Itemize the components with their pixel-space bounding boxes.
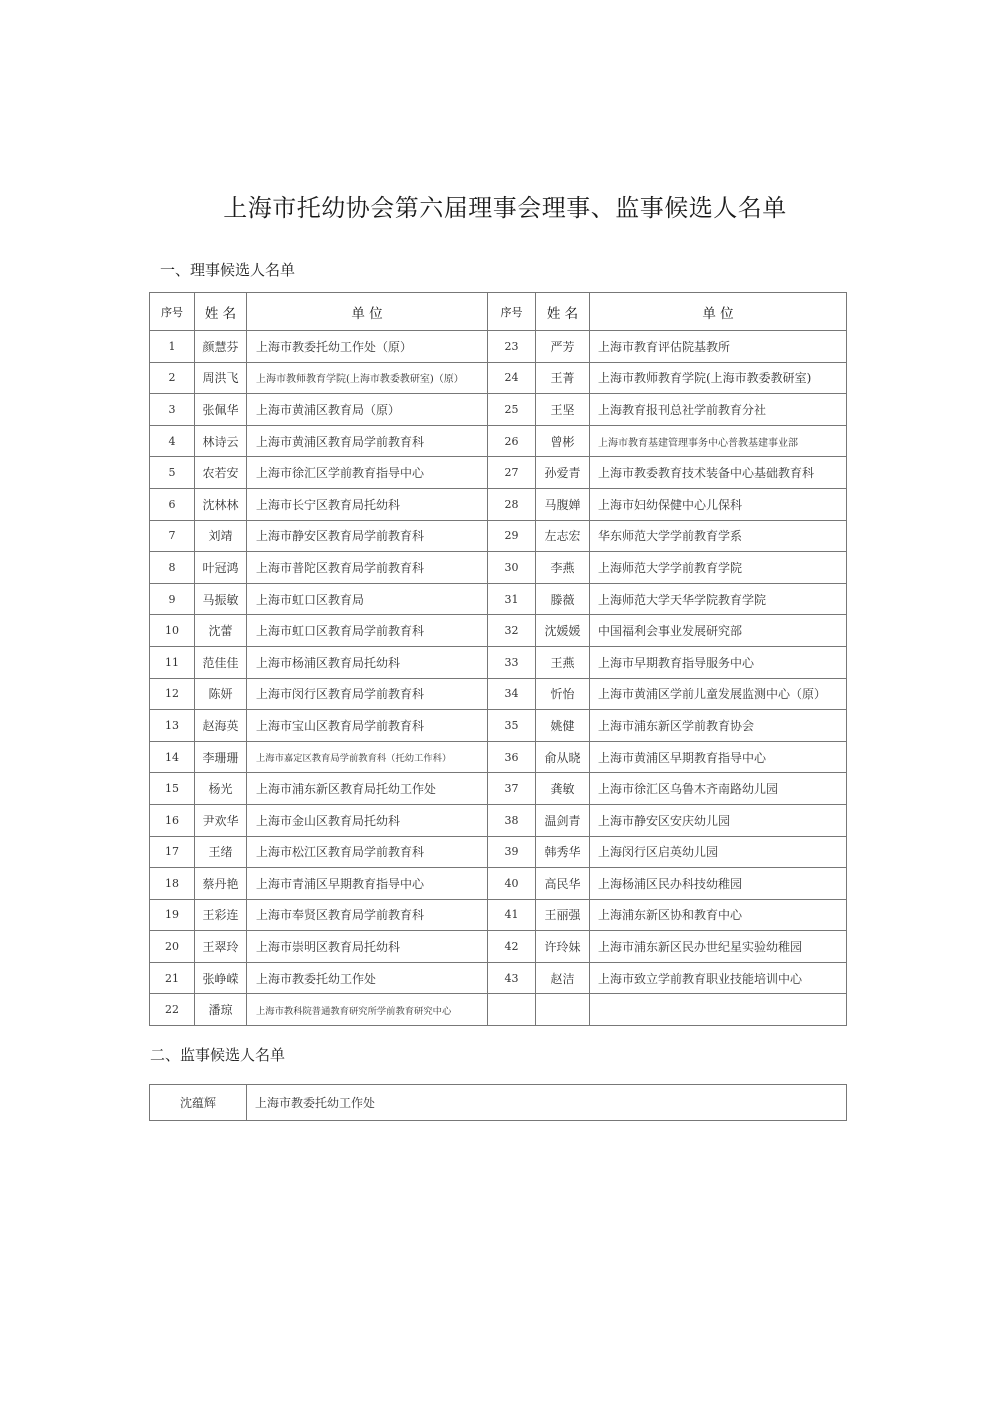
row-no: 38	[488, 804, 536, 836]
row-no: 12	[150, 678, 195, 710]
row-unit: 上海市杨浦区教育局托幼科	[247, 646, 488, 678]
row-name: 王菁	[536, 362, 590, 394]
row-no: 28	[488, 488, 536, 520]
row-no: 35	[488, 710, 536, 742]
row-name: 马腹婵	[536, 488, 590, 520]
row-name: 姚健	[536, 710, 590, 742]
row-name: 严芳	[536, 331, 590, 363]
section-heading-directors: 一、理事候选人名单	[160, 261, 296, 279]
row-unit: 上海市金山区教育局托幼科	[247, 804, 488, 836]
table-row	[150, 710, 847, 742]
row-name: 韩秀华	[536, 836, 590, 868]
row-unit: 中国福利会事业发展研究部	[590, 615, 847, 647]
row-name: 王坚	[536, 394, 590, 426]
table-row	[150, 646, 847, 678]
row-no: 32	[488, 615, 536, 647]
row-no: 25	[488, 394, 536, 426]
row-unit: 上海市教委教育技术装备中心基础教育科	[590, 457, 847, 489]
row-unit: 上海浦东新区协和教育中心	[590, 899, 847, 931]
supervisor-unit: 上海市教委托幼工作处	[247, 1085, 847, 1121]
row-no: 21	[150, 962, 195, 994]
header-name: 姓 名	[536, 293, 590, 331]
row-unit: 上海教育报刊总社学前教育分社	[590, 394, 847, 426]
row-unit: 上海市浦东新区民办世纪星实验幼稚园	[590, 931, 847, 963]
row-name: 刘靖	[195, 520, 247, 552]
row-no: 37	[488, 773, 536, 805]
table-row	[150, 488, 847, 520]
header-no: 序号	[488, 293, 536, 331]
row-unit: 上海师范大学天华学院教育学院	[590, 583, 847, 615]
row-unit: 上海市崇明区教育局托幼科	[247, 931, 488, 963]
row-unit: 上海市青浦区早期教育指导中心	[247, 868, 488, 900]
row-unit: 上海市徐汇区乌鲁木齐南路幼儿园	[590, 773, 847, 805]
row-unit: 上海市浦东新区教育局托幼工作处	[247, 773, 488, 805]
row-name: 林诗云	[195, 425, 247, 457]
row-no: 29	[488, 520, 536, 552]
row-no: 31	[488, 583, 536, 615]
row-no: 13	[150, 710, 195, 742]
row-name: 尹欢华	[195, 804, 247, 836]
row-unit: 上海市普陀区教育局学前教育科	[247, 552, 488, 584]
table-row	[150, 1085, 847, 1121]
row-unit: 上海杨浦区民办科技幼稚园	[590, 868, 847, 900]
row-no: 1	[150, 331, 195, 363]
row-name: 叶冠鸿	[195, 552, 247, 584]
row-unit: 上海市教委托幼工作处（原）	[247, 331, 488, 363]
row-no: 14	[150, 741, 195, 773]
row-no: 7	[150, 520, 195, 552]
row-no: 15	[150, 773, 195, 805]
table-row	[150, 836, 847, 868]
row-name: 王丽强	[536, 899, 590, 931]
row-name: 陈妍	[195, 678, 247, 710]
table-row	[150, 994, 847, 1026]
row-name: 张佩华	[195, 394, 247, 426]
row-no: 24	[488, 362, 536, 394]
row-name: 许玲妹	[536, 931, 590, 963]
row-name: 王燕	[536, 646, 590, 678]
row-unit: 上海市教育基建管理事务中心普教基建事业部	[590, 425, 847, 457]
row-unit: 上海市虹口区教育局学前教育科	[247, 615, 488, 647]
row-name: 孙爱青	[536, 457, 590, 489]
page-title: 上海市托幼协会第六届理事会理事、监事候选人名单	[223, 194, 787, 222]
row-name: 农若安	[195, 457, 247, 489]
row-no: 20	[150, 931, 195, 963]
row-name: 俞从晓	[536, 741, 590, 773]
row-no: 42	[488, 931, 536, 963]
row-name: 蔡丹艳	[195, 868, 247, 900]
row-name: 龚敏	[536, 773, 590, 805]
row-no: 30	[488, 552, 536, 584]
row-no: 6	[150, 488, 195, 520]
supervisors-table	[149, 1084, 847, 1121]
row-unit: 上海市教师教育学院(上海市教委教研室)	[590, 362, 847, 394]
row-no: 26	[488, 425, 536, 457]
table-row	[150, 931, 847, 963]
header-name: 姓 名	[195, 293, 247, 331]
row-name: 周洪飞	[195, 362, 247, 394]
row-unit: 上海闵行区启英幼儿园	[590, 836, 847, 868]
row-no: 23	[488, 331, 536, 363]
row-name: 滕薇	[536, 583, 590, 615]
row-name: 李燕	[536, 552, 590, 584]
row-name: 沈媛媛	[536, 615, 590, 647]
row-name: 王翠玲	[195, 931, 247, 963]
table-row	[150, 457, 847, 489]
row-no: 17	[150, 836, 195, 868]
supervisor-name: 沈蕴辉	[150, 1085, 247, 1121]
row-unit: 上海市教委托幼工作处	[247, 962, 488, 994]
row-unit: 上海市浦东新区学前教育协会	[590, 710, 847, 742]
row-name: 忻怡	[536, 678, 590, 710]
row-unit: 上海市妇幼保健中心儿保科	[590, 488, 847, 520]
row-unit: 上海师范大学学前教育学院	[590, 552, 847, 584]
row-name: 马振敏	[195, 583, 247, 615]
row-name: 沈林林	[195, 488, 247, 520]
row-no: 2	[150, 362, 195, 394]
row-no: 11	[150, 646, 195, 678]
row-no: 10	[150, 615, 195, 647]
row-name: 左志宏	[536, 520, 590, 552]
row-unit: 上海市静安区安庆幼儿园	[590, 804, 847, 836]
row-unit: 上海市闵行区教育局学前教育科	[247, 678, 488, 710]
row-name: 温剑青	[536, 804, 590, 836]
row-unit	[590, 994, 847, 1026]
row-unit: 上海市松江区教育局学前教育科	[247, 836, 488, 868]
row-unit: 上海市宝山区教育局学前教育科	[247, 710, 488, 742]
row-unit: 上海市教师教育学院(上海市教委教研室)（原）	[247, 362, 488, 394]
row-unit: 上海市早期教育指导服务中心	[590, 646, 847, 678]
row-unit: 上海市教科院普通教育研究所学前教育研究中心	[247, 994, 488, 1026]
row-name: 曾彬	[536, 425, 590, 457]
row-no: 8	[150, 552, 195, 584]
row-no: 4	[150, 425, 195, 457]
row-no: 36	[488, 741, 536, 773]
row-unit: 上海市黄浦区学前儿童发展监测中心（原）	[590, 678, 847, 710]
table-row	[150, 583, 847, 615]
row-unit: 上海市徐汇区学前教育指导中心	[247, 457, 488, 489]
row-unit: 上海市黄浦区早期教育指导中心	[590, 741, 847, 773]
row-unit: 上海市虹口区教育局	[247, 583, 488, 615]
row-unit: 上海市致立学前教育职业技能培训中心	[590, 962, 847, 994]
row-name: 颜慧芬	[195, 331, 247, 363]
row-no: 3	[150, 394, 195, 426]
header-unit: 单 位	[590, 293, 847, 331]
row-name: 高民华	[536, 868, 590, 900]
row-no: 40	[488, 868, 536, 900]
row-no: 43	[488, 962, 536, 994]
row-unit: 上海市黄浦区教育局学前教育科	[247, 425, 488, 457]
table-row	[150, 552, 847, 584]
table-row	[150, 520, 847, 552]
table-row	[150, 899, 847, 931]
row-unit: 华东师范大学学前教育学系	[590, 520, 847, 552]
row-unit: 上海市黄浦区教育局（原）	[247, 394, 488, 426]
row-unit: 上海市长宁区教育局托幼科	[247, 488, 488, 520]
row-name: 杨光	[195, 773, 247, 805]
table-row	[150, 362, 847, 394]
row-no: 41	[488, 899, 536, 931]
row-unit: 上海市嘉定区教育局学前教育科（托幼工作科）	[247, 741, 488, 773]
table-row	[150, 425, 847, 457]
row-no: 16	[150, 804, 195, 836]
table-row	[150, 678, 847, 710]
table-row	[150, 741, 847, 773]
header-no: 序号	[150, 293, 195, 331]
row-name: 张峥嵘	[195, 962, 247, 994]
table-row	[150, 331, 847, 363]
header-unit: 单 位	[247, 293, 488, 331]
table-row	[150, 615, 847, 647]
row-name: 李珊珊	[195, 741, 247, 773]
row-no: 39	[488, 836, 536, 868]
table-row	[150, 804, 847, 836]
row-no	[488, 994, 536, 1026]
row-no: 22	[150, 994, 195, 1026]
table-row	[150, 962, 847, 994]
directors-table	[149, 292, 847, 1026]
row-no: 18	[150, 868, 195, 900]
row-name: 王绪	[195, 836, 247, 868]
row-no: 27	[488, 457, 536, 489]
row-name: 潘琼	[195, 994, 247, 1026]
table-row	[150, 394, 847, 426]
row-no: 5	[150, 457, 195, 489]
row-name	[536, 994, 590, 1026]
row-unit: 上海市奉贤区教育局学前教育科	[247, 899, 488, 931]
row-name: 沈蕾	[195, 615, 247, 647]
row-no: 34	[488, 678, 536, 710]
row-no: 9	[150, 583, 195, 615]
table-row	[150, 868, 847, 900]
section-heading-supervisors: 二、监事候选人名单	[150, 1046, 286, 1064]
table-row	[150, 773, 847, 805]
row-unit: 上海市静安区教育局学前教育科	[247, 520, 488, 552]
row-no: 33	[488, 646, 536, 678]
row-name: 赵海英	[195, 710, 247, 742]
row-no: 19	[150, 899, 195, 931]
row-unit: 上海市教育评估院基教所	[590, 331, 847, 363]
row-name: 范佳佳	[195, 646, 247, 678]
row-name: 赵洁	[536, 962, 590, 994]
table-header-row	[150, 293, 847, 331]
row-name: 王彩连	[195, 899, 247, 931]
